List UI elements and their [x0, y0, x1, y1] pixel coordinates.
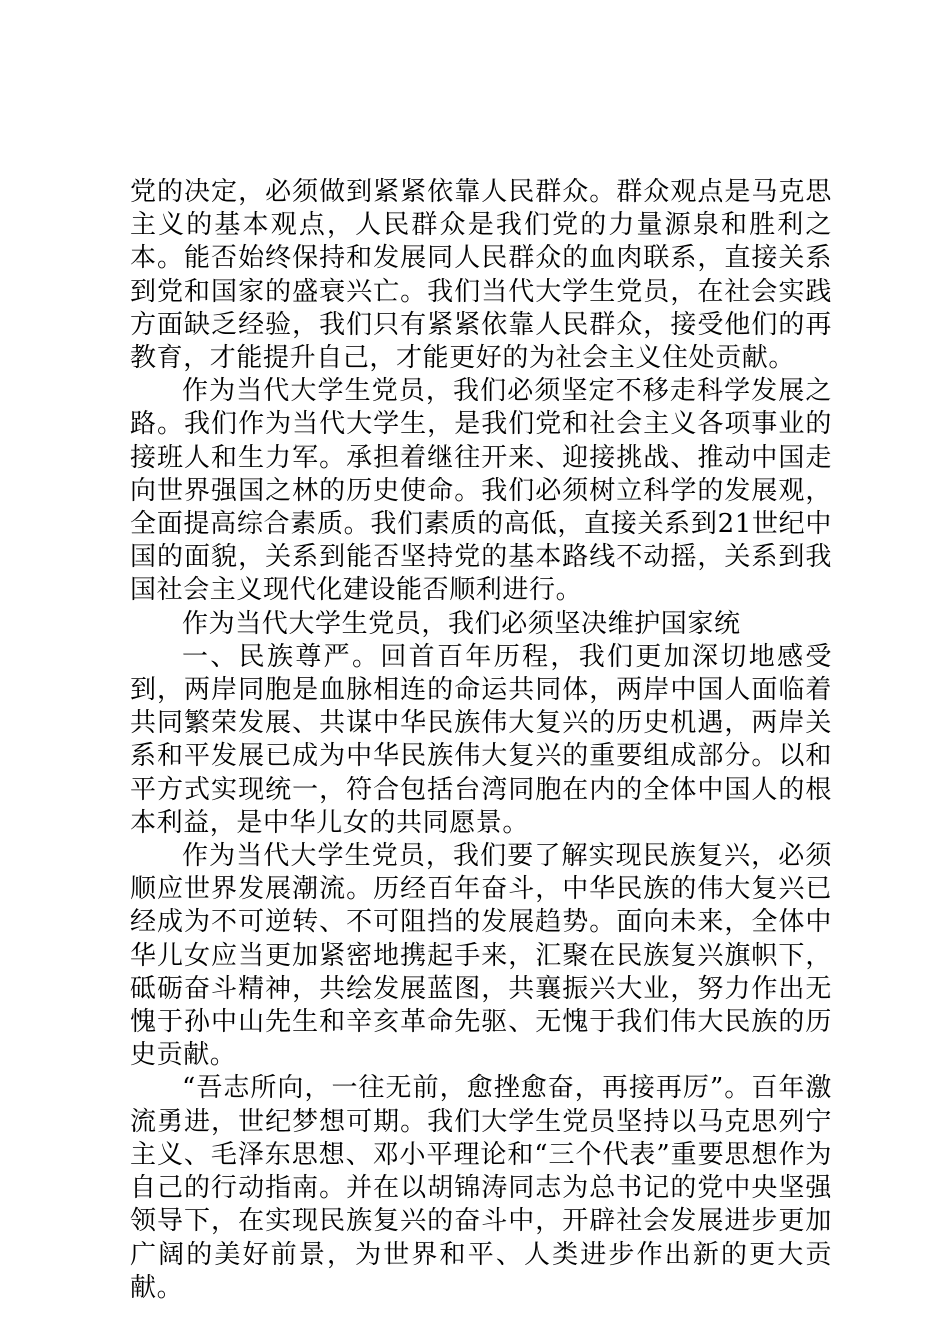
paragraph-5: 作为当代大学生党员，我们要了解实现民族复兴，必须顺应世界发展潮流。历经百年奋斗，中华民族的伟大复兴已经成为不可逆转、不可阻挡的发展趋势。面向未来，全体中华儿女应当更加紧密地携起手来，汇聚在民族复兴旗帜下，砥砺奋斗精神，共绘发展蓝图，共襄振兴大业，努力作出无愧于孙中山先生和辛亥革命先驱、无愧于我们伟大民族的历史贡献。 [130, 841, 832, 1071]
paragraph-4: 一、民族尊严。回首百年历程，我们更加深切地感受到，两岸同胞是血脉相连的命运共同体，两岸中国人面临着共同繁荣发展、共谋中华民族伟大复兴的历史机遇，两岸关系和平发展已成为中华民族伟大复兴的重要组成部分。以和平方式实现统一，符合包括台湾同胞在内的全体中国人的根本利益，是中华儿女的共同愿景。 [130, 641, 832, 838]
paragraph-6: “吾志所向，一往无前，愈挫愈奋，再接再厉”。百年激流勇进，世纪梦想可期。我们大学生党员坚持以马克思列宁主义、毛泽东思想、邓小平理论和“三个代表”重要思想作为自己的行动指南。并在以胡锦涛同志为总书记的党中央坚强领导下，在实现民族复兴的奋斗中，开辟社会发展进步更加广阔的美好前景，为世界和平、人类进步作出新的更大贡献。 [130, 1073, 832, 1303]
paragraph-1: 党的决定，必须做到紧紧依靠人民群众。群众观点是马克思主义的基本观点，人民群众是我们党的力量源泉和胜利之本。能否始终保持和发展同人民群众的血肉联系，直接关系到党和国家的盛衰兴亡。我们当代大学生党员，在社会实践方面缺乏经验，我们只有紧紧依靠人民群众，接受他们的再教育，才能提升自己，才能更好的为社会主义住处贡献。 [130, 177, 832, 374]
paragraph-3: 作为当代大学生党员，我们必须坚决维护国家统 [182, 608, 741, 639]
document-body [130, 176, 832, 1305]
paragraph-2: 作为当代大学生党员，我们必须坚定不移走科学发展之路。我们作为当代大学生，是我们党和社会主义各项事业的接班人和生力军。承担着继往开来、迎接挑战、推动中国走向世界强国之林的历史使命。我们必须树立科学的发展观，全面提高综合素质。我们素质的高低，直接关系到21世纪中国的面貌，关系到能否坚持党的基本路线不动摇，关系到我国社会主义现代化建设能否顺利进行。 [130, 376, 832, 606]
